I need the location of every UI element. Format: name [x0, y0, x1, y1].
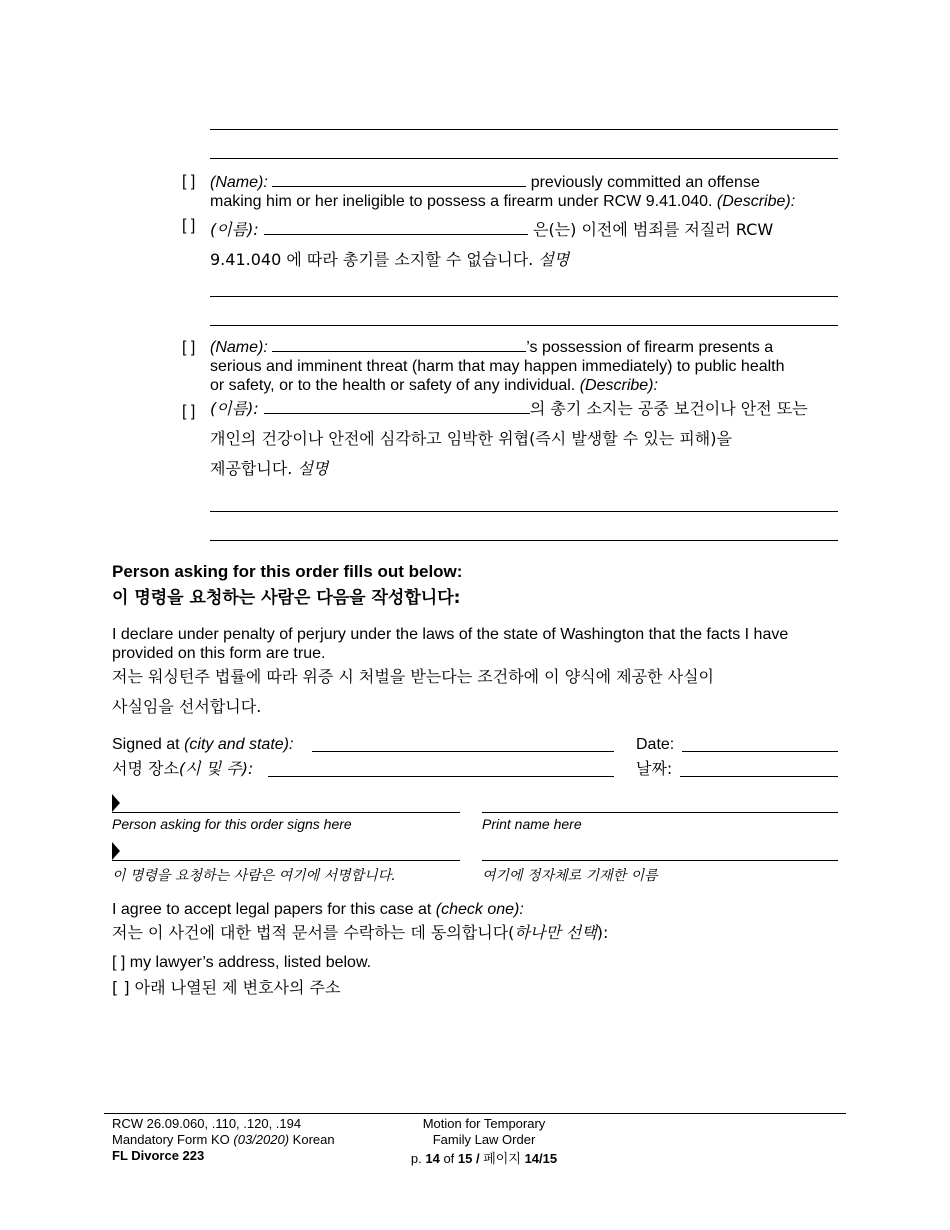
sign-here-label-en: Person asking for this order signs here [112, 816, 352, 832]
footer-rcw: RCW 26.09.060, .110, .120, .194 [112, 1116, 302, 1131]
page-p: p. [410, 1151, 422, 1166]
signed-at-kr-text: 서명 장소 [112, 759, 179, 778]
signed-at-field[interactable] [312, 737, 614, 752]
checkbox-label: [ ] [182, 173, 196, 190]
signed-at-text: Signed at [112, 736, 180, 753]
checkbox-offense[interactable] [182, 172, 195, 191]
legal-papers-kr [112, 923, 608, 942]
declaration-text-en: I declare under penalty of perjury under the laws of the state of Washington that the facts I have provided on this form are true. [112, 626, 789, 662]
threat-text-1: ’s possession of firearm presents a [526, 339, 774, 356]
describe-line[interactable] [210, 511, 838, 512]
describe-line[interactable] [210, 296, 838, 297]
threat-text-2: serious and imminent threat (harm that may happen immediately) to public health [210, 358, 785, 375]
check-one-italic: (check one): [435, 901, 524, 918]
offense-text-kr [210, 215, 840, 275]
declaration-heading-en: Person asking for this order fills out below: [112, 562, 463, 581]
agree-kr-end: ): [596, 923, 609, 942]
checkbox-label: [ ] [182, 403, 196, 420]
kr-offense-text-2: 9.41.040 에 따라 총기를 소지할 수 없습니다. [210, 250, 534, 269]
declaration-text-kr-2: 사실임을 선서합니다. [112, 697, 262, 716]
date-label-kr: 날짜: [636, 759, 673, 778]
kr-threat-text-1: 의 총기 소지는 공중 보건이나 안전 또는 [529, 399, 808, 418]
describe-line[interactable] [210, 540, 838, 541]
signed-at-kr-italic: (시 및 주): [178, 759, 254, 778]
signed-at-italic: (city and state): [184, 736, 294, 753]
date-field[interactable] [682, 737, 838, 752]
footer-title-2: Family Law Order [432, 1132, 536, 1147]
lawyer-address-option-en[interactable]: [ ] my lawyer’s address, listed below. [112, 954, 372, 971]
agree-kr-text: 저는 이 사건에 대한 법적 문서를 수락하는 데 동의합니다( [112, 923, 515, 942]
threat-text-kr [210, 394, 840, 484]
kr-offense-text-1: 은(는) 이전에 범죄를 저질러 RCW [532, 220, 774, 239]
describe-line[interactable] [210, 325, 838, 326]
describe-label: (Describe): [716, 193, 796, 210]
checkbox-label: [ ] [182, 339, 196, 356]
declaration-heading-kr: 이 명령을 요청하는 사람은 다음을 작성합니다: [112, 588, 461, 608]
print-name-label-kr: 여기에 정자체로 기재한 이름 [482, 868, 658, 884]
signature-kr-field[interactable] [112, 846, 460, 861]
kr-describe-label: 설명 [538, 250, 570, 269]
footer-left [112, 1116, 335, 1164]
footer-mandatory-text: Mandatory Form KO [112, 1132, 230, 1147]
kr-name-label: (이름): [210, 220, 259, 239]
legal-papers-en [112, 900, 524, 919]
date-kr-field[interactable] [680, 762, 838, 777]
signed-at-label-en [112, 735, 293, 754]
footer-divider [104, 1113, 846, 1114]
offense-text-en [210, 172, 840, 211]
footer-form-id: FL Divorce 223 [112, 1148, 205, 1163]
page-num: 14 [425, 1151, 440, 1166]
checkbox-threat[interactable] [182, 338, 195, 357]
describe-line[interactable] [210, 158, 838, 159]
kr-threat-text-2: 개인의 건강이나 안전에 심각하고 임박한 위협(즉시 발생할 수 있는 피해)을 [210, 429, 732, 448]
agree-kr-italic: 하나만 선택 [514, 923, 597, 942]
kr-name-label: (이름): [210, 399, 259, 418]
threat-text-3: or safety, or to the health or safety of any individual. [210, 377, 576, 394]
footer-mandatory-date: (03/2020) [233, 1132, 290, 1147]
page-slash: / [476, 1151, 480, 1166]
print-name-field[interactable] [482, 798, 838, 813]
kr-name-field[interactable] [264, 220, 528, 235]
footer-mandatory [112, 1132, 335, 1148]
checkbox-threat-kr[interactable] [182, 402, 195, 421]
signed-at-label-kr [112, 759, 253, 778]
footer-title-1: Motion for Temporary [422, 1116, 546, 1131]
name-field[interactable] [272, 172, 526, 187]
page-kr-num: 14/15 [524, 1151, 558, 1166]
lawyer-address-option-kr[interactable]: [ ] 아래 나열된 제 변호사의 주소 [112, 978, 341, 997]
checkbox-offense-kr[interactable] [182, 216, 195, 235]
page-kr: 페이지 [483, 1152, 521, 1167]
describe-label: (Describe): [579, 377, 658, 394]
signed-at-kr-field[interactable] [268, 762, 614, 777]
kr-threat-text-3: 제공합니다. [210, 459, 293, 478]
sign-here-label-kr: 이 명령을 요청하는 사람은 여기에 서명합니다. [112, 868, 396, 884]
footer-mandatory-lang: Korean [292, 1132, 335, 1147]
name-label: (Name): [210, 174, 268, 191]
footer-page-number [384, 1151, 584, 1168]
page-total: 15 [457, 1151, 473, 1166]
name-field[interactable] [272, 337, 526, 352]
kr-name-field[interactable] [264, 399, 530, 414]
agree-text: I agree to accept legal papers for this case at [112, 901, 432, 918]
offense-text-2: making him or her ineligible to possess a firearm under RCW 9.41.040. [210, 193, 713, 210]
offense-text-1: previously committed an offense [530, 174, 760, 191]
print-name-label-en: Print name here [482, 816, 582, 832]
signature-field[interactable] [112, 798, 460, 813]
footer-center [384, 1116, 584, 1168]
checkbox-label: [ ] [182, 217, 196, 234]
name-label: (Name): [210, 339, 268, 356]
print-name-kr-field[interactable] [482, 846, 838, 861]
describe-line[interactable] [210, 129, 838, 130]
page-of: of [443, 1151, 455, 1166]
declaration-text-kr-1: 저는 워싱턴주 법률에 따라 위증 시 처벌을 받는다는 조건하에 이 양식에 제공한 사실이 [112, 667, 714, 686]
date-label-en: Date: [636, 736, 675, 753]
threat-text-en [210, 337, 840, 395]
kr-describe-label: 설명 [297, 459, 329, 478]
